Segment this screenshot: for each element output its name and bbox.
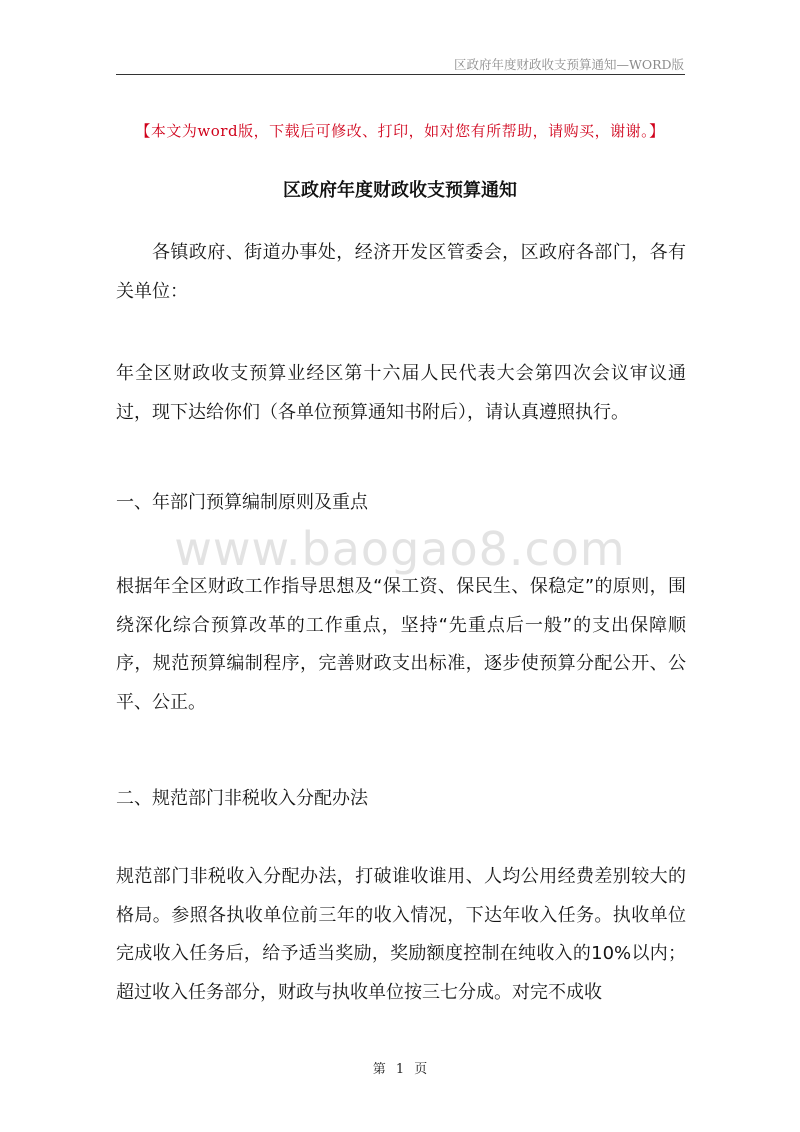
- section-heading-2: 二、规范部门非税收入分配办法: [116, 788, 368, 809]
- page-number: 1: [395, 1062, 405, 1077]
- running-header: 区政府年度财政收支预算通知—WORD版: [453, 57, 684, 72]
- footer-prefix: 第: [372, 1062, 386, 1077]
- purchase-notice: 【本文为word版，下载后可修改、打印，如对您有所帮助，请购买，谢谢。】: [135, 122, 665, 140]
- body-paragraph: 根据年全区财政工作指导思想及“保工资、保民生、保稳定”的原则，围绕深化综合预算改革的工作重点，坚持“先重点后一般”的支出保障顺序，规范预算编制程序，完善财政支出标准，逐步使预算分配公开、公平、公正。: [116, 576, 686, 713]
- footer-suffix: 页: [414, 1062, 428, 1077]
- body-paragraph: 年全区财政收支预算业经区第十六届人民代表大会第四次会议审议通过，现下达给你们（各单位预算通知书附后），请认真遵照执行。: [116, 363, 686, 423]
- salutation-paragraph: 各镇政府、街道办事处，经济开发区管委会，区政府各部门，各有关单位：: [116, 242, 686, 302]
- page-footer: [0, 1058, 800, 1077]
- section-heading-1: 一、年部门预算编制原则及重点: [116, 492, 368, 513]
- body-paragraph: 规范部门非税收入分配办法，打破谁收谁用、人均公用经费差别较大的格局。参照各执收单位前三年的收入情况，下达年收入任务。执收单位完成收入任务后，给予适当奖励，奖励额度控制在纯收入的10%以内；超过收入任务部分，财政与执收单位按三七分成。对完不成收: [116, 866, 686, 1003]
- watermark: www.baogao8.com: [174, 522, 626, 576]
- document-title: 区政府年度财政收支预算通知: [283, 180, 517, 201]
- header-divider: [116, 74, 685, 75]
